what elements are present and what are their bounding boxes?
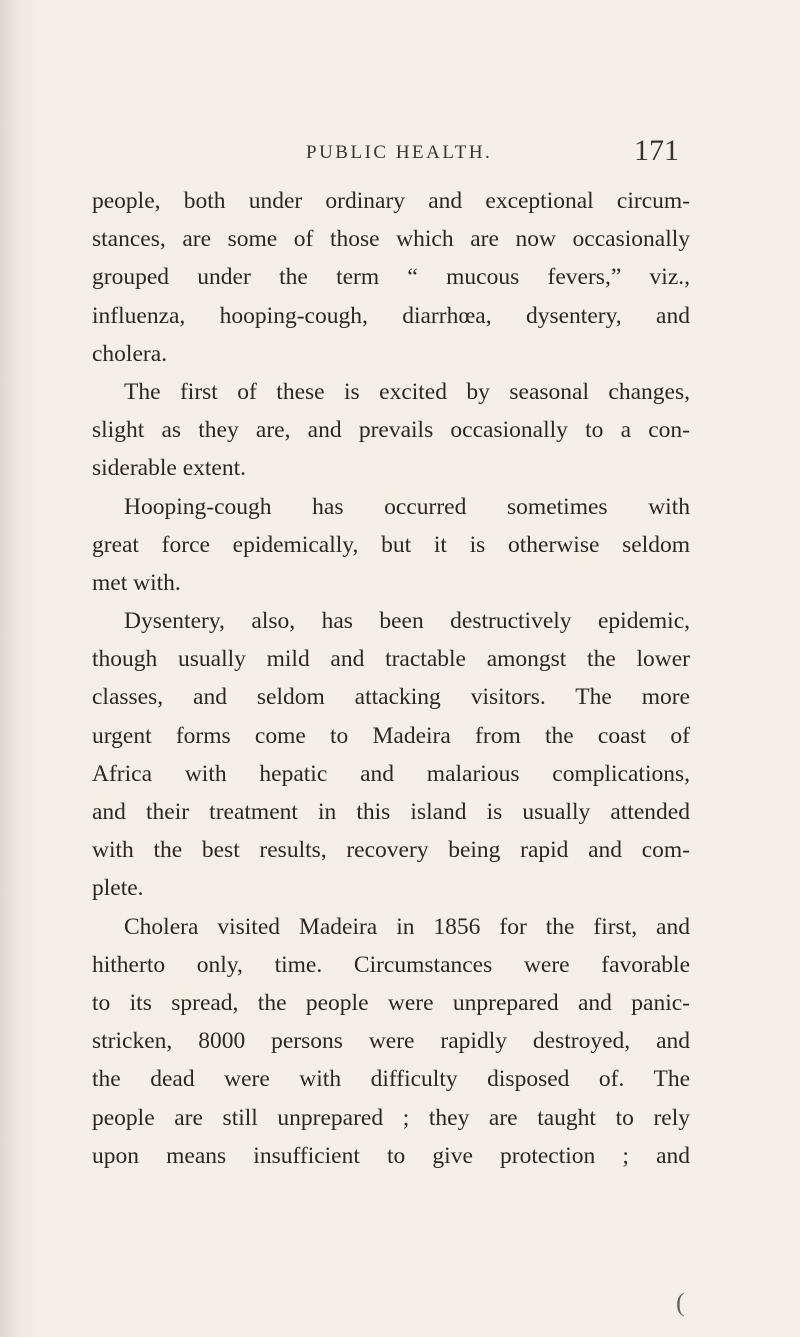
text-line: hitherto only, time. Circumstances were favorable [92, 951, 690, 978]
text-line: great force epidemically, but it is otherwise seldom [92, 531, 690, 558]
text-line: Hooping-cough has occurred sometimes with [124, 493, 690, 520]
text-line: Cholera visited Madeira in 1856 for the first, and [124, 913, 690, 940]
text-line: plete. [92, 875, 144, 902]
text-line: the dead were with difficulty disposed of. The [92, 1066, 690, 1093]
text-line: to its spread, the people were unprepared and panic- [92, 989, 690, 1016]
text-line: cholera. [92, 340, 168, 367]
text-line: people, both under ordinary and exceptional circum- [92, 188, 690, 214]
text-line: stricken, 8000 persons were rapidly destroyed, and [92, 1028, 690, 1055]
text-line: Dysentery, also, has been destructively epidemic, [124, 608, 690, 635]
text-line: upon means insufficient to give protection ; and [92, 1142, 690, 1169]
text-line: grouped under the term “ mucous fevers,” viz., [92, 264, 690, 291]
stray-print-mark: ( [676, 1288, 685, 1317]
page-number: 171 [634, 134, 679, 167]
body-text [92, 182, 690, 1175]
text-line: people are still unprepared ; they are taught to rely [92, 1104, 690, 1131]
text-line: influenza, hooping-cough, diarrhœa, dysentery, and [92, 302, 690, 329]
text-line: with the best results, recovery being rapid and com- [92, 837, 690, 864]
text-line: urgent forms come to Madeira from the coast of [92, 722, 690, 749]
text-line: met with. [92, 569, 181, 596]
text-line: stances, are some of those which are now occasionally [92, 226, 690, 253]
text-line: slight as they are, and prevails occasionally to a con- [92, 417, 690, 444]
text-line: siderable extent. [92, 455, 246, 482]
text-line: though usually mild and tractable amongst the lower [92, 646, 690, 673]
text-line: and their treatment in this island is usually attended [92, 799, 690, 825]
running-head-title: PUBLIC HEALTH. [306, 142, 493, 163]
text-line: The first of these is excited by seasonal changes, [124, 378, 690, 405]
running-head [0, 134, 800, 174]
text-line: classes, and seldom attacking visitors. The more [92, 684, 690, 711]
text-line: Africa with hepatic and malarious complications, [92, 760, 690, 787]
